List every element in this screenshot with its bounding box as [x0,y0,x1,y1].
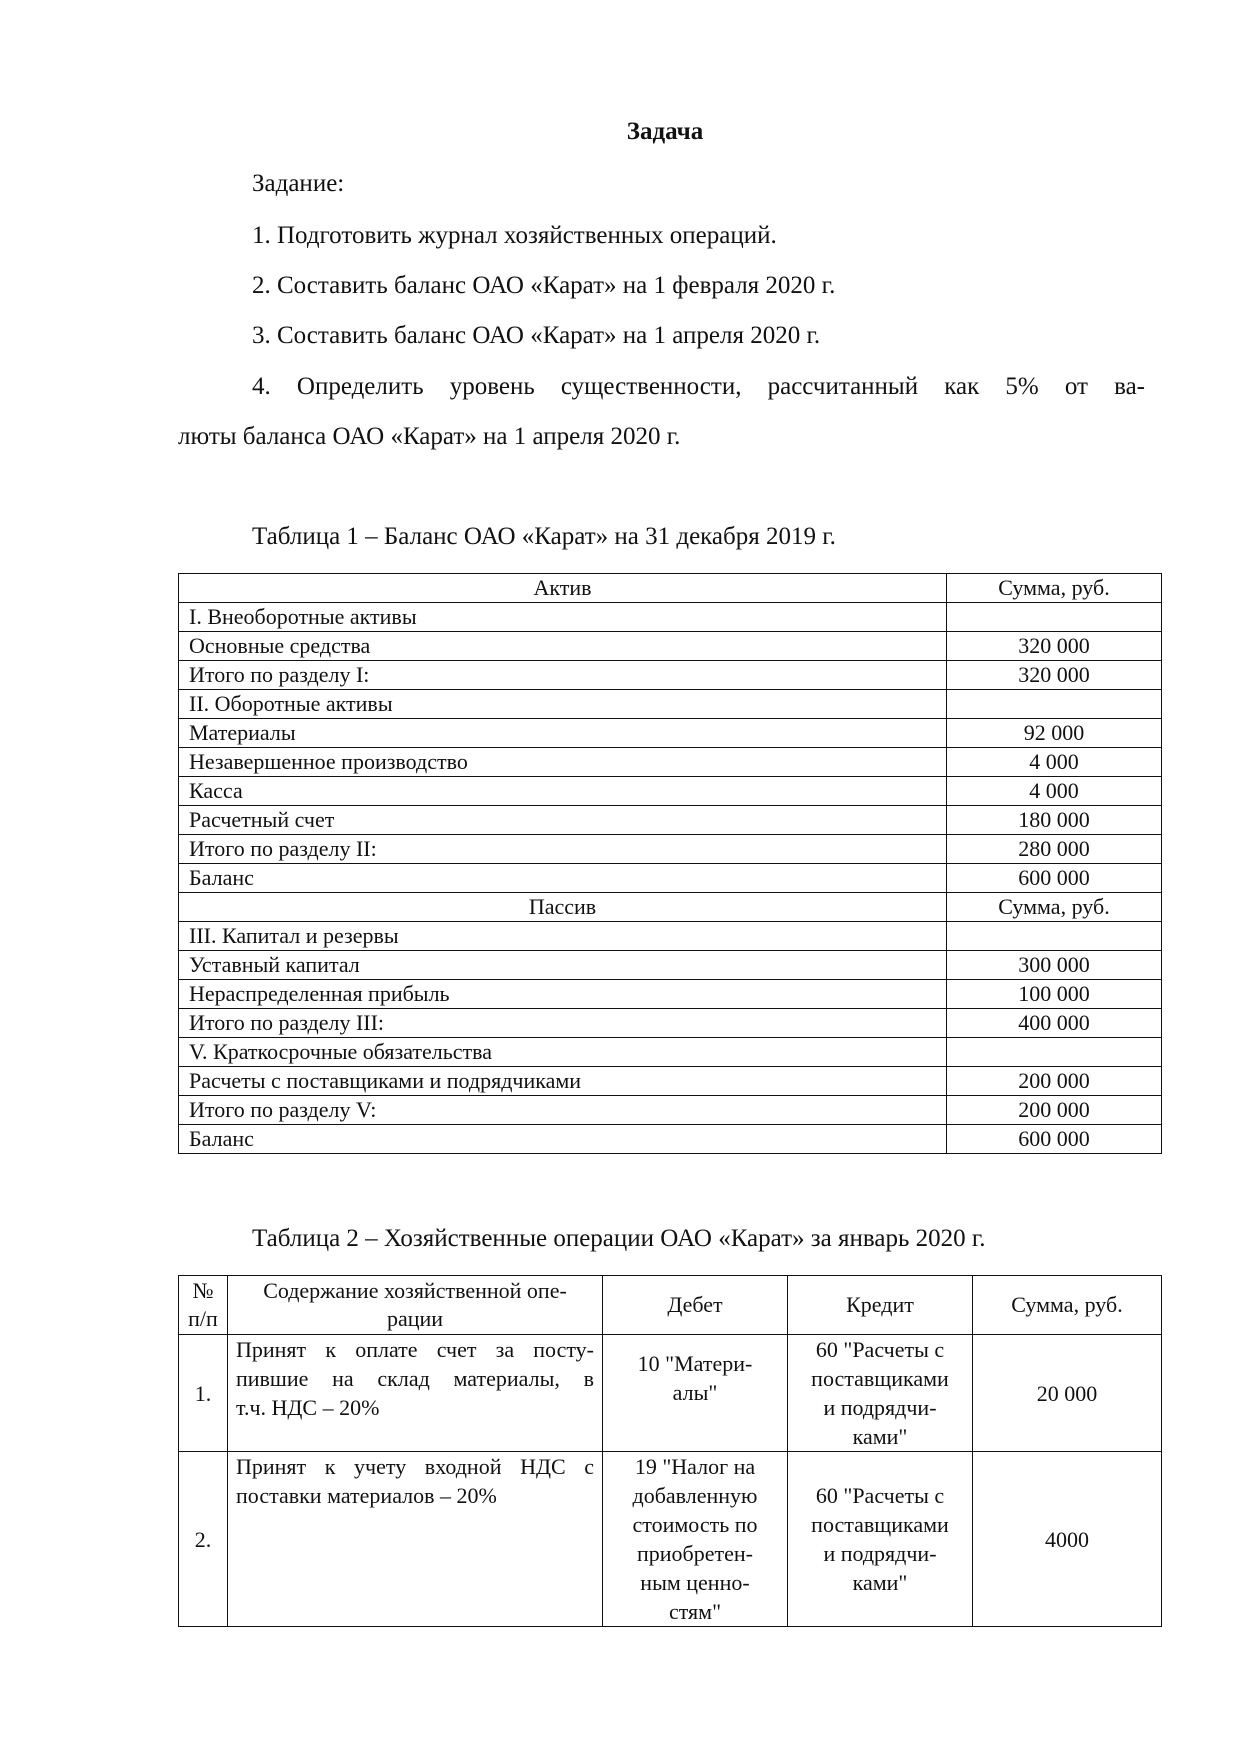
balance-item-amount: 320 000 [947,632,1162,661]
balance-item-label: I. Внеоборотные активы [179,603,947,632]
operation-credit [788,1335,973,1452]
balance-item-amount [947,922,1162,951]
balance-row [179,893,1162,922]
balance-amount-header: Сумма, руб. [947,574,1162,603]
header-num [179,1276,228,1335]
balance-row [179,1096,1162,1125]
balance-row [179,574,1162,603]
operation-sum: 20 000 [973,1335,1162,1452]
operation-debit [603,1335,788,1452]
balance-item-label: Итого по разделу II: [179,835,947,864]
balance-item-label: III. Капитал и резервы [179,922,947,951]
balance-row [179,835,1162,864]
operation-description-line: Принят к учету входной НДС с [236,1454,594,1479]
balance-column-header: Актив [179,574,947,603]
balance-row [179,661,1162,690]
balance-row [179,632,1162,661]
operation-description [228,1452,603,1627]
balance-column-header: Пассив [179,893,947,922]
balance-item-amount: 100 000 [947,980,1162,1009]
balance-item-amount: 280 000 [947,835,1162,864]
balance-item-label: II. Оборотные активы [179,690,947,719]
task-item-2: 2. Составить баланс ОАО «Карат» на 1 февраля 2020 г. [252,272,836,299]
operation-debit-line: приобретен- [637,1541,753,1566]
operations-header-row [179,1276,1162,1335]
balance-item-amount: 600 000 [947,864,1162,893]
balance-table [178,573,1162,1154]
header-credit: Кредит [788,1276,973,1335]
balance-row [179,922,1162,951]
operation-credit-line: и подрядчи- [823,1541,937,1566]
balance-item-label: Материалы [179,719,947,748]
operation-credit-line: 60 "Расчеты с [815,1337,945,1362]
balance-row [179,777,1162,806]
balance-row [179,748,1162,777]
balance-item-label: Нераспределенная прибыль [179,980,947,1009]
balance-item-label: Баланс [179,864,947,893]
balance-row [179,980,1162,1009]
operation-credit-line: ками" [852,1570,908,1595]
operation-sum: 4000 [973,1452,1162,1627]
operation-description-line: Принят к оплате счет за посту- [236,1337,594,1362]
balance-row [179,719,1162,748]
operation-debit-line: добавленную [632,1483,758,1508]
balance-item-amount: 4 000 [947,777,1162,806]
operations-table [178,1275,1162,1627]
balance-item-amount [947,603,1162,632]
balance-row [179,806,1162,835]
operation-row-1 [179,1335,1162,1452]
operation-description [228,1335,603,1452]
balance-item-amount: 400 000 [947,1009,1162,1038]
operation-num: 1. [179,1335,228,1452]
operation-credit-line: и подрядчи- [823,1395,937,1420]
balance-item-label: Касса [179,777,947,806]
balance-row [179,951,1162,980]
operation-debit-line: алы" [672,1380,718,1405]
balance-row [179,1067,1162,1096]
balance-item-label: Уставный капитал [179,951,947,980]
balance-item-label: Итого по разделу I: [179,661,947,690]
operation-description-line: пившие на склад материалы, в [236,1366,594,1391]
header-sum: Сумма, руб. [973,1276,1162,1335]
balance-item-label: V. Краткосрочные обязательства [179,1038,947,1067]
balance-item-amount [947,690,1162,719]
page-heading: Задача [626,118,704,145]
balance-item-amount: 92 000 [947,719,1162,748]
balance-item-label: Расчетный счет [179,806,947,835]
operation-credit [788,1452,973,1627]
header-num-line-2: п/п [188,1306,218,1331]
balance-item-amount: 180 000 [947,806,1162,835]
balance-item-label: Итого по разделу III: [179,1009,947,1038]
header-description [228,1276,603,1335]
balance-row [179,1009,1162,1038]
operation-description-line: поставки материалов – 20% [236,1483,497,1508]
balance-item-amount [947,1038,1162,1067]
operation-credit-line: поставщиками [811,1366,949,1391]
operation-row-2 [179,1452,1162,1627]
balance-item-label: Баланс [179,1125,947,1154]
header-description-line-1: Содержание хозяйственной опе- [263,1278,567,1303]
operation-debit-line: стям" [668,1599,722,1624]
balance-item-label: Незавершенное производство [179,748,947,777]
task-item-4-line-1: 4. Определить уровень существенности, рассчитанный как 5% от ва- [252,373,1145,400]
task-item-3: 3. Составить баланс ОАО «Карат» на 1 апреля 2020 г. [252,322,821,349]
balance-item-amount: 600 000 [947,1125,1162,1154]
task-label: Задание: [252,170,345,197]
balance-item-amount: 320 000 [947,661,1162,690]
balance-row [179,603,1162,632]
balance-item-label: Основные средства [179,632,947,661]
operation-credit-line: поставщиками [811,1512,949,1537]
operation-credit-line: 60 "Расчеты с [815,1483,945,1508]
table2-caption: Таблица 2 – Хозяйственные операции ОАО «Карат» за январь 2020 г. [252,1225,986,1252]
balance-row [179,1125,1162,1154]
header-num-line-1: № [192,1278,214,1303]
operation-debit-line: стоимость по [632,1512,758,1537]
task-item-1: 1. Подготовить журнал хозяйственных операций. [252,222,777,249]
operation-credit-line: ками" [852,1424,908,1449]
balance-amount-header: Сумма, руб. [947,893,1162,922]
header-description-line-2: рации [386,1306,444,1331]
balance-row [179,864,1162,893]
task-item-4-line-2: люты баланса ОАО «Карат» на 1 апреля 2020 г. [178,423,681,450]
balance-item-label: Расчеты с поставщиками и подрядчиками [179,1067,947,1096]
balance-item-amount: 300 000 [947,951,1162,980]
balance-row [179,690,1162,719]
operation-debit-line: 10 "Матери- [637,1351,753,1376]
balance-item-label: Итого по разделу V: [179,1096,947,1125]
operation-debit [603,1452,788,1627]
balance-row [179,1038,1162,1067]
operation-debit-line: ным ценно- [640,1570,750,1595]
table1-caption: Таблица 1 – Баланс ОАО «Карат» на 31 декабря 2019 г. [252,523,836,550]
operation-num: 2. [179,1452,228,1627]
balance-item-amount: 200 000 [947,1067,1162,1096]
balance-item-amount: 200 000 [947,1096,1162,1125]
operation-description-line: т.ч. НДС – 20% [236,1395,380,1420]
header-debit: Дебет [603,1276,788,1335]
balance-item-amount: 4 000 [947,748,1162,777]
operation-debit-line: 19 "Налог на [634,1454,756,1479]
